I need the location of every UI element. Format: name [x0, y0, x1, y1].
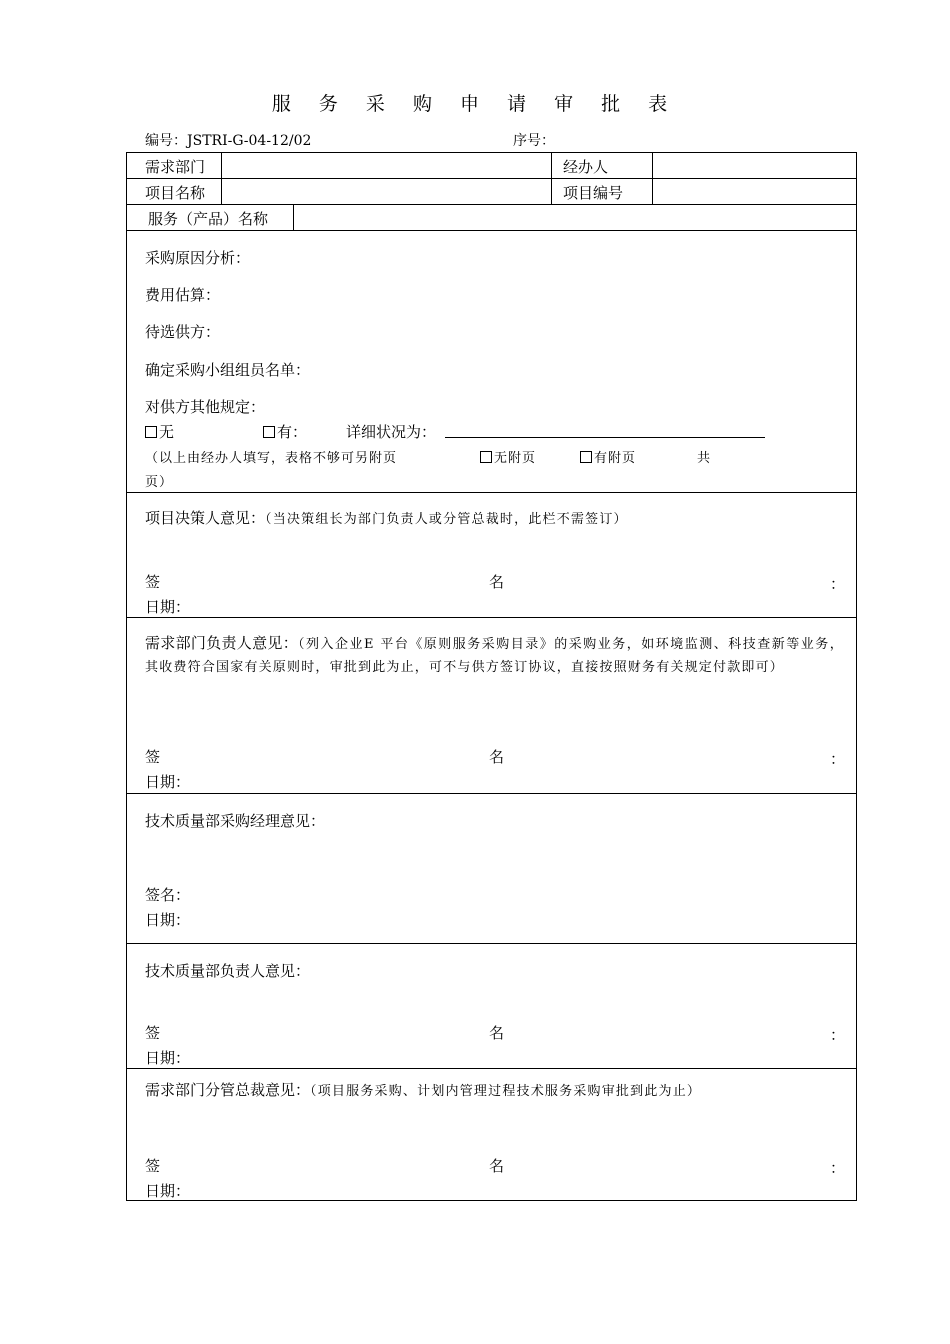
sign-label-a: 签	[145, 1024, 161, 1042]
option-yes[interactable]: 有：	[263, 421, 307, 442]
attachment-note: （以上由经办人填写，表格不够可另附页	[145, 451, 398, 466]
date-label: 日期：	[145, 598, 191, 616]
reason-label: 采购原因分析：	[145, 249, 251, 267]
handler-field[interactable]	[654, 153, 854, 178]
sign-label-b: 名	[489, 748, 505, 766]
option-none[interactable]: 无	[145, 421, 174, 442]
approval-form	[126, 152, 857, 1201]
tech-head-section	[127, 944, 856, 1069]
checkbox-icon	[145, 426, 157, 438]
other-rules-label: 对供方其他规定：	[145, 398, 266, 416]
handler-label: 经办人	[563, 158, 609, 176]
service-name-field[interactable]	[295, 205, 855, 230]
tech-manager-opinion: 技术质量部采购经理意见：	[145, 812, 326, 830]
sign-colon: ：	[830, 750, 846, 768]
date-label: 日期：	[145, 911, 191, 929]
pages-label: 页）	[145, 475, 174, 490]
sign-colon: ：	[830, 575, 846, 593]
checkbox-icon	[263, 426, 275, 438]
project-name-label: 项目名称	[145, 184, 206, 202]
project-no-field[interactable]	[654, 179, 854, 204]
dept-head-section	[127, 618, 856, 794]
candidates-label: 待选供方：	[145, 323, 221, 341]
sign-label-a: 签	[145, 1157, 161, 1175]
date-label: 日期：	[145, 1182, 191, 1200]
team-label: 确定采购小组组员名单：	[145, 361, 311, 379]
row-demand-dept	[127, 153, 856, 179]
service-name-label: 服务（产品）名称	[148, 210, 269, 228]
sign-label-a: 签	[145, 748, 161, 766]
project-no-label: 项目编号	[563, 184, 624, 202]
detail-label: 详细状况为：	[346, 423, 437, 441]
demand-dept-label: 需求部门	[145, 158, 206, 176]
demand-dept-field[interactable]	[223, 153, 549, 178]
tech-head-opinion: 技术质量部负责人意见：	[145, 962, 311, 980]
option-no-attachment[interactable]: 无附页	[480, 447, 536, 466]
sign-label: 签名：	[145, 886, 191, 904]
serial-number-label: 序号：	[513, 133, 555, 149]
dept-head-opinion: 需求部门负责人意见：（列入企业E 平台《原则服务采购目录》的采购业务，如环境监测、科技查新等业务，其收费符合国家有关原则时，审批到此为止，可不与供方签订协议，直接按照财务有关规定付款即可）	[145, 634, 844, 675]
date-label: 日期：	[145, 1049, 191, 1067]
row-project-name	[127, 179, 856, 205]
sign-colon: ：	[830, 1159, 846, 1177]
vp-opinion: 需求部门分管总裁意见：（项目服务采购、计划内管理过程技术服务采购审批到此为止）	[145, 1081, 702, 1099]
form-title: 服 务 采 购 申 请 审 批 表	[271, 93, 679, 115]
decision-maker-section	[127, 493, 856, 618]
tech-manager-section	[127, 794, 856, 944]
option-has-attachment[interactable]: 有附页	[580, 447, 636, 466]
row-service-name	[127, 205, 856, 231]
total-label: 共	[697, 451, 712, 466]
detail-input-line[interactable]	[445, 437, 765, 438]
decision-maker-opinion: 项目决策人意见：（当决策组长为部门负责人或分管总裁时，此栏不需签订）	[145, 509, 628, 527]
cost-label: 费用估算：	[145, 286, 221, 304]
sign-label-b: 名	[489, 1024, 505, 1042]
form-code: 编号：JSTRI-G-04-12/02	[145, 133, 312, 149]
sign-label-b: 名	[489, 573, 505, 591]
procurement-analysis-section	[127, 231, 856, 493]
sign-label-b: 名	[489, 1157, 505, 1175]
date-label: 日期：	[145, 773, 191, 791]
project-name-field[interactable]	[223, 179, 549, 204]
sign-colon: ：	[830, 1026, 846, 1044]
checkbox-icon	[480, 451, 492, 463]
sign-label-a: 签	[145, 573, 161, 591]
vp-section	[127, 1069, 856, 1201]
checkbox-icon	[580, 451, 592, 463]
